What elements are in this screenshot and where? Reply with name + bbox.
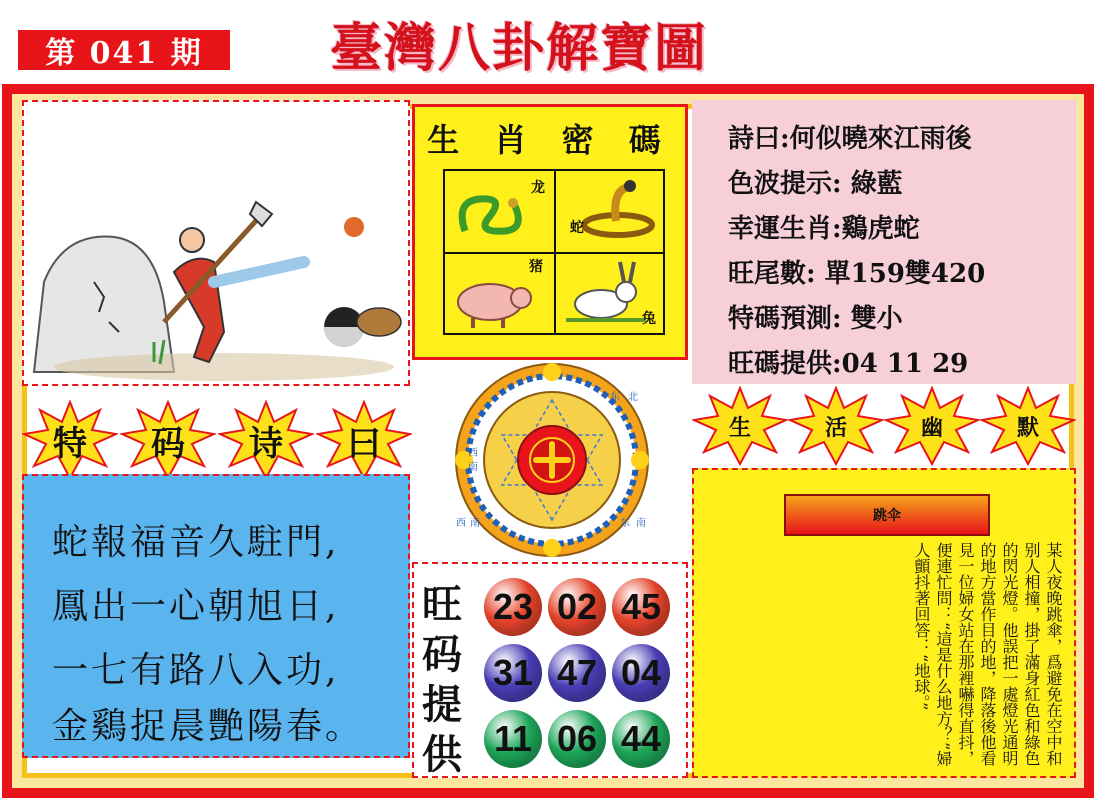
compass-label: 南 [470,518,480,529]
star-char: 默 [1016,414,1039,441]
compass-label: 西 [456,518,466,529]
zodiac-cell-snake [556,171,665,252]
star-char: 幽 [920,414,943,441]
compass-label: 南 [636,518,646,529]
poem-line: 蛇報福音久駐門, [52,522,340,563]
info-prediction: 特碼預測: 雙小 [728,304,903,334]
star-char: 诗 [249,423,283,464]
star-badge [788,386,884,466]
star-char: 曰 [347,423,381,464]
info-panel [692,100,1076,384]
poem-line: 鳳出一心朝旭日, [52,586,340,627]
zodiac-cell-dragon [445,171,554,252]
star-badge [884,386,980,466]
number-ball: 06 [548,710,606,768]
page-title: 臺灣八卦解寶圖 [330,18,709,79]
number-ball: 11 [484,710,542,768]
compass-label: 南 [468,462,478,473]
poem-line: 金鷄捉晨艷陽春。 [52,706,365,747]
poem-panel [22,474,410,758]
issue-badge: 第 041 期 [18,30,230,70]
info-color-hint: 色波提示: 綠藍 [728,169,903,199]
number-ball: 45 [612,578,670,636]
snake-icon [556,171,665,252]
star-badge [218,400,314,480]
compass-label: 东 [610,392,620,403]
kicking-man-illustration [24,102,408,384]
star-char: 特 [53,423,87,464]
zodiac-code-box [412,104,688,360]
info-lucky-zodiac: 幸運生肖:鷄虎蛇 [728,214,920,244]
star-badge [120,400,216,480]
left-star-row [22,400,414,480]
number-ball: 44 [612,710,670,768]
lucky-numbers-panel [412,562,688,778]
info-poem-line: 詩曰:何似曉來江雨後 [728,124,972,154]
compass-label: 西 [468,448,478,459]
zodiac-cell-pig [445,254,554,335]
zodiac-cell-rabbit [556,254,665,335]
joke-text: 某人夜晚跳傘，爲避免在空中和别人相撞，掛了滿身紅色和綠色的閃光燈。他誤把一處燈光通明的地方當作目的地，降落後他看見一位婦女站在那裡嚇得直抖，便連忙問：“這是什么地方？”婦人顫抖著回答：“地球。” [912,542,1063,767]
info-tail-numbers: 旺尾數: 單159雙420 [728,259,986,289]
zodiac-title: 生 肖 密 碼 [427,121,673,159]
star-badge [22,400,118,480]
number-ball: 31 [484,644,542,702]
compass-label: 东 [620,518,630,529]
right-star-row [692,386,1084,470]
star-badge [692,386,788,466]
number-ball: 04 [612,644,670,702]
joke-panel [692,468,1076,778]
illustration-panel [22,100,410,386]
zodiac-label: 蛇 [570,220,584,236]
joke-title: 跳伞 [784,494,990,536]
zodiac-label: 猪 [529,259,543,275]
poem-line: 一七有路八入功, [52,650,340,691]
bagua-compass [452,360,652,560]
zodiac-label: 兔 [642,311,656,327]
lucky-numbers-label: 旺码提供 [422,581,462,778]
info-numbers: 旺碼提供:04 11 29 [728,349,969,379]
number-ball: 23 [484,578,542,636]
zodiac-grid [443,169,665,335]
compass-label: 北 [628,392,638,403]
star-badge [980,386,1076,466]
number-ball: 47 [548,644,606,702]
star-char: 活 [824,414,847,441]
star-char: 生 [728,414,751,441]
star-badge [316,400,412,480]
zodiac-label: 龙 [531,180,545,196]
star-char: 码 [151,423,185,464]
number-ball: 02 [548,578,606,636]
